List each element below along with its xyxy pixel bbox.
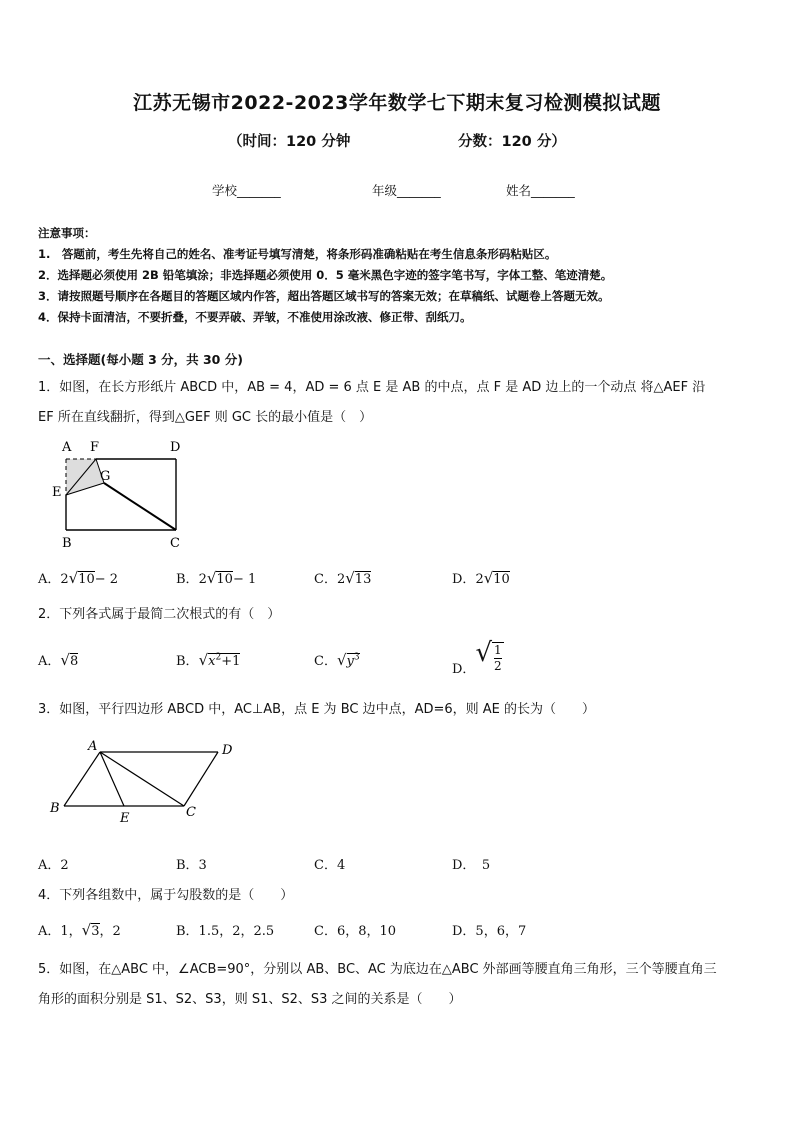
question-1-figure <box>44 436 194 554</box>
q3-option-a: A．2 <box>38 858 69 873</box>
label-c: C <box>186 805 196 820</box>
label-f: F <box>90 440 100 455</box>
q3-option-c: C．4 <box>314 858 346 873</box>
edge-dc <box>184 752 218 806</box>
question-1-line1: 1．如图，在长方形纸片 ABCD 中，AB = 4，AD = 6 点 E 是 AB 的中点，点 F 是 AD 边上的一个动点 将△AEF 沿 <box>38 380 706 395</box>
question-2-stem: 2．下列各式属于最简二次根式的有（ ） <box>38 607 281 622</box>
label-g: G <box>100 469 111 484</box>
label-d: D <box>222 743 233 758</box>
q4-option-b: B．1.5，2，2.5 <box>176 924 275 939</box>
question-1-line2: EF 所在直线翻折，得到△GEF 则 GC 长的最小值是（ ） <box>38 410 373 425</box>
school-field: 学校_______ <box>212 183 281 198</box>
q2-option-c: C．$√y^3$ <box>314 651 360 669</box>
label-d: D <box>170 440 181 455</box>
q3-option-b: B．3 <box>176 858 207 873</box>
q4-option-a: A．1，√3，2 <box>38 921 121 939</box>
q2-option-a: A．√8 <box>38 651 79 669</box>
label-a: A <box>88 739 98 754</box>
label-a: A <box>62 440 72 455</box>
q4-option-d: D．5，6，7 <box>452 924 527 939</box>
notice-heading: 注意事项： <box>38 226 96 240</box>
q1-option-c: C．2√13 <box>314 569 372 587</box>
exam-time: （时间：120 分钟 <box>228 134 351 150</box>
segment-gc <box>104 483 176 530</box>
edge-ab <box>64 752 100 806</box>
q3-option-d: D． 5 <box>452 858 491 873</box>
section-heading: 一、选择题(每小题 3 分，共 30 分) <box>38 352 243 367</box>
notice-item: 3．请按照题号顺序在各题目的答题区域内作答，超出答题区域书写的答案无效；在草稿纸、试题卷上答题无效。 <box>38 289 610 303</box>
notice-item: 4．保持卡面清洁，不要折叠，不要弄破、弄皱，不准使用涂改液、修正带、刮纸刀。 <box>38 310 472 324</box>
q1-option-a: A．2√10− 2 <box>38 569 119 587</box>
notice-item: 2．选择题必须使用 2B 铅笔填涂；非选择题必须使用 0．5 毫米黑色字迹的签字笔书写，字体工整、笔迹清楚。 <box>38 268 613 282</box>
question-5-line1: 5．如图，在△ABC 中，∠ACB=90°，分别以 AB、BC、AC 为底边在△ABC 外部画等腰直角三角形，三个等腰直角三 <box>38 962 717 977</box>
q1-option-b: B．2√10− 1 <box>176 569 257 587</box>
label-c: C <box>170 536 180 551</box>
question-4-stem: 4．下列各组数中，属于勾股数的是（ ） <box>38 888 294 903</box>
q1-option-d: D．2√10 <box>452 569 510 587</box>
q2-option-d: D．√ $\frac{1}{2}$ <box>452 638 502 677</box>
q4-option-c: C．6，8，10 <box>314 924 397 939</box>
label-b: B <box>50 801 60 816</box>
grade-field: 年级_______ <box>372 183 441 198</box>
question-5-line2: 角形的面积分别是 S1、S2、S3，则 S1、S2、S3 之间的关系是（ ） <box>38 992 462 1007</box>
notice-item: 1. 答题前，考生先将自己的姓名、准考证号填写清楚，将条形码准确粘贴在考生信息条形码粘贴区。 <box>38 247 557 261</box>
q2-option-b: B．$√x^2+1$ <box>176 651 241 669</box>
label-e: E <box>52 485 62 500</box>
label-e: E <box>120 811 130 826</box>
question-3-figure <box>44 736 254 828</box>
exam-score: 分数：120 分） <box>458 134 566 150</box>
page-title: 江苏无锡市2022-2023学年数学七下期末复习检测模拟试题 <box>133 92 661 114</box>
label-b: B <box>62 536 72 551</box>
name-field: 姓名_______ <box>506 183 575 198</box>
question-3-stem: 3．如图，平行四边形 ABCD 中，AC⊥AB，点 E 为 BC 边中点，AD=6，则 AE 的长为（ ） <box>38 702 596 717</box>
